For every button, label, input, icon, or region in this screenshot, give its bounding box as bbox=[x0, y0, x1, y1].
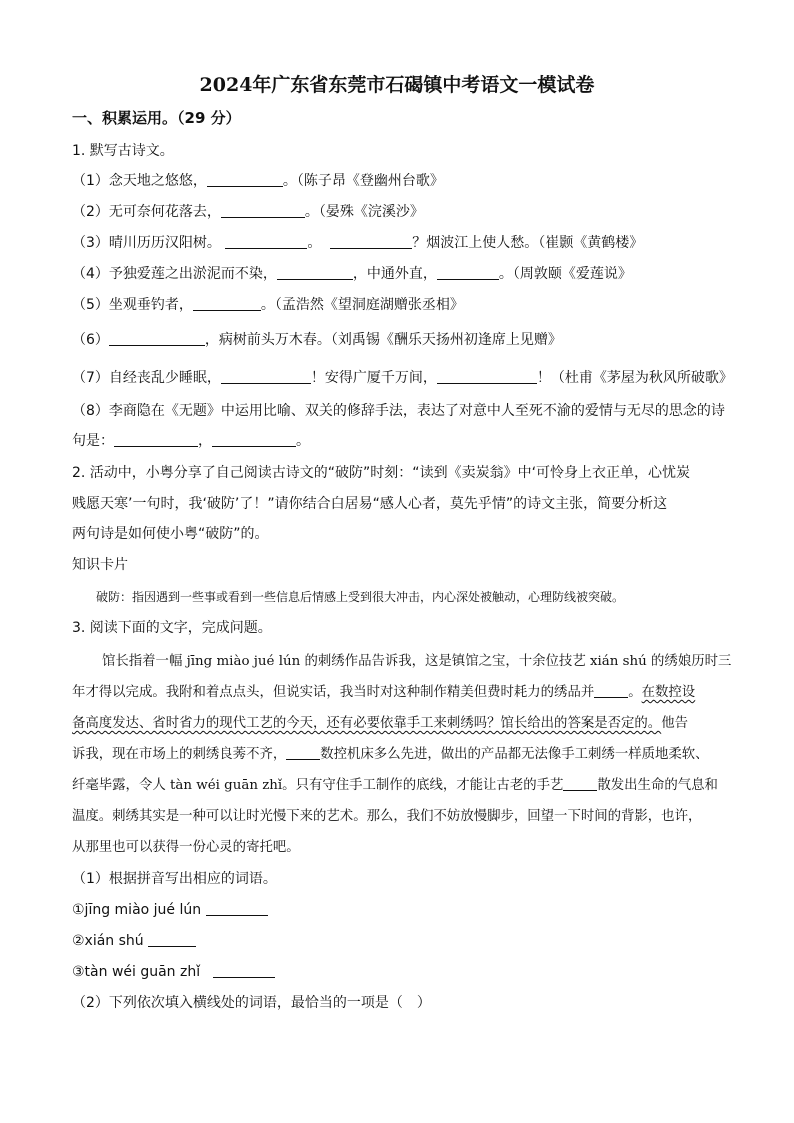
item-text: （7）自经丧乱少睡眠， bbox=[72, 370, 221, 386]
passage-line-7: 从那里也可以获得一份心灵的寄托吧。 bbox=[72, 840, 300, 855]
knowledge-card-text: 破防：指因遇到一些事或看到一些信息后情感上受到很大冲击，内心深处被触动，心理防线被突破。 bbox=[96, 590, 625, 604]
item-text: （3）晴川历历汉阳树。 bbox=[72, 235, 221, 251]
item-source: ？烟波江上使人愁。（崔颢《黄鹤楼》 bbox=[412, 235, 644, 251]
passage-line-5 bbox=[72, 776, 718, 796]
question-1-item-3 bbox=[72, 233, 643, 253]
question-1-item-8: （8）李商隐在《无题》中运用比喻、双关的修辞手法，表达了对意中人至死不渝的爱情与无尽的思念的诗 bbox=[72, 403, 725, 419]
answer-blank[interactable] bbox=[330, 234, 412, 249]
item-text: ！安得广厦千万间， bbox=[310, 370, 437, 386]
passage-blank[interactable] bbox=[563, 776, 597, 791]
question-2-line-3: 两句诗是如何使小粤“破防”的。 bbox=[72, 526, 269, 542]
item-source: ，病树前头万木春。（刘禹锡《酬乐天扬州初逢席上见赠》 bbox=[204, 332, 562, 348]
item-text: ， bbox=[198, 433, 212, 449]
item-text: （6） bbox=[72, 332, 109, 348]
question-2-line-2: 贱愿天寒’一句时，我‘破防’了！”请你结合白居易“感人心者，莫先乎情”的诗文主张，简要分析这 bbox=[72, 496, 668, 512]
item-source: ！（杜甫《茅屋为秋风所破歌》 bbox=[536, 370, 733, 386]
item-source: 。（晏殊《浣溪沙》 bbox=[304, 204, 424, 220]
passage-text: 散发出生命的气息和 bbox=[597, 778, 718, 793]
pinyin-label: ③tàn wéi guān zhǐ bbox=[72, 964, 201, 980]
question-1-item-4 bbox=[72, 264, 632, 284]
answer-blank[interactable] bbox=[225, 234, 307, 249]
passage-line-3 bbox=[72, 714, 688, 734]
passage-line-1: 馆长指着一幅 jīng miào jué lún 的刺绣作品告诉我，这是镇馆之宝，十余位技艺 xián shú 的绣娘历时三 bbox=[102, 654, 732, 669]
item-source: 。（陈子昂《登幽州台歌》 bbox=[282, 173, 444, 189]
section-heading: 一、积累运用。（29 分） bbox=[72, 109, 241, 127]
item-text: （2）无可奈何花落去， bbox=[72, 204, 221, 220]
question-3-stem: 3. 阅读下面的文字，完成问题。 bbox=[72, 620, 272, 636]
pinyin-item-1 bbox=[72, 900, 268, 920]
answer-blank[interactable] bbox=[213, 963, 275, 978]
answer-blank[interactable] bbox=[277, 265, 353, 280]
item-text: 。 bbox=[307, 235, 322, 251]
passage-wavy-text: 在数控设 bbox=[641, 685, 696, 700]
question-1-stem: 1. 默写古诗文。 bbox=[72, 143, 174, 159]
question-3-sub-1: （1）根据拼音写出相应的词语。 bbox=[72, 871, 277, 887]
item-text: （5）坐观垂钓者， bbox=[72, 297, 193, 313]
pinyin-item-3 bbox=[72, 962, 275, 982]
knowledge-card-title: 知识卡片 bbox=[72, 557, 128, 573]
answer-blank[interactable] bbox=[114, 432, 198, 447]
passage-text: 纤毫毕露，令人 tàn wéi guān zhǐ。只有守住手工制作的底线，才能让古老的手艺 bbox=[72, 778, 564, 793]
answer-blank[interactable] bbox=[207, 172, 283, 187]
pinyin-label: ②xián shú bbox=[72, 933, 144, 949]
question-3-sub-2: （2）下列依次填入横线处的词语，最恰当的一项是（ ） bbox=[72, 995, 431, 1011]
answer-blank[interactable] bbox=[437, 265, 499, 280]
passage-line-2 bbox=[72, 683, 695, 703]
passage-blank[interactable] bbox=[594, 683, 628, 698]
question-1-item-8-answer bbox=[72, 431, 310, 451]
page-title: 2024年广东省东莞市石碣镇中考语文一模试卷 bbox=[199, 74, 595, 96]
passage-text: 他告 bbox=[661, 716, 688, 731]
answer-blank[interactable] bbox=[212, 432, 296, 447]
passage-text: 。 bbox=[628, 685, 642, 700]
item-text: ，中通外直， bbox=[352, 266, 437, 282]
answer-blank[interactable] bbox=[206, 901, 268, 916]
item-text: （4）予独爱莲之出淤泥而不染， bbox=[72, 266, 277, 282]
question-1-item-5 bbox=[72, 295, 464, 315]
answer-blank[interactable] bbox=[193, 296, 261, 311]
answer-blank[interactable] bbox=[437, 369, 537, 384]
answer-blank[interactable] bbox=[221, 203, 305, 218]
passage-blank[interactable] bbox=[286, 745, 320, 760]
item-source: 。（孟浩然《望洞庭湖赠张丞相》 bbox=[260, 297, 464, 313]
question-1-item-6 bbox=[72, 330, 562, 350]
passage-text: 数控机床多么先进，做出的产品都无法像手工刺绣一样质地柔软、 bbox=[320, 747, 709, 762]
item-text: 。 bbox=[296, 433, 310, 449]
pinyin-label: ①jīng miào jué lún bbox=[72, 902, 202, 918]
passage-line-6: 温度。刺绣其实是一种可以让时光慢下来的艺术。那么，我们不妨放慢脚步，回望一下时间的背影，也许， bbox=[72, 809, 702, 824]
item-source: 。（周敦颐《爱莲说》 bbox=[498, 266, 632, 282]
question-2-line-1: 2. 活动中，小粤分享了自己阅读古诗文的“破防”时刻：“读到《卖炭翁》中‘可怜身上衣正单，心忧炭 bbox=[72, 465, 691, 481]
passage-text: 年才得以完成。我附和着点点头，但说实话，我当时对这种制作精美但费时耗力的绣品并 bbox=[72, 685, 595, 700]
pinyin-item-2 bbox=[72, 931, 196, 951]
item-text: （1）念天地之悠悠， bbox=[72, 173, 207, 189]
passage-text: 诉我，现在市场上的刺绣良莠不齐， bbox=[72, 747, 287, 762]
passage-wavy-text: 备高度发达、省时省力的现代工艺的今天，还有必要依靠手工来刺绣吗？馆长给出的答案是否定的。 bbox=[72, 716, 662, 731]
item-text: 句是： bbox=[72, 433, 114, 449]
question-1-item-2 bbox=[72, 202, 424, 222]
answer-blank[interactable] bbox=[148, 932, 196, 947]
passage-line-4 bbox=[72, 745, 709, 765]
question-1-item-7 bbox=[72, 368, 733, 388]
answer-blank[interactable] bbox=[109, 331, 205, 346]
question-1-item-1 bbox=[72, 171, 444, 191]
answer-blank[interactable] bbox=[221, 369, 311, 384]
